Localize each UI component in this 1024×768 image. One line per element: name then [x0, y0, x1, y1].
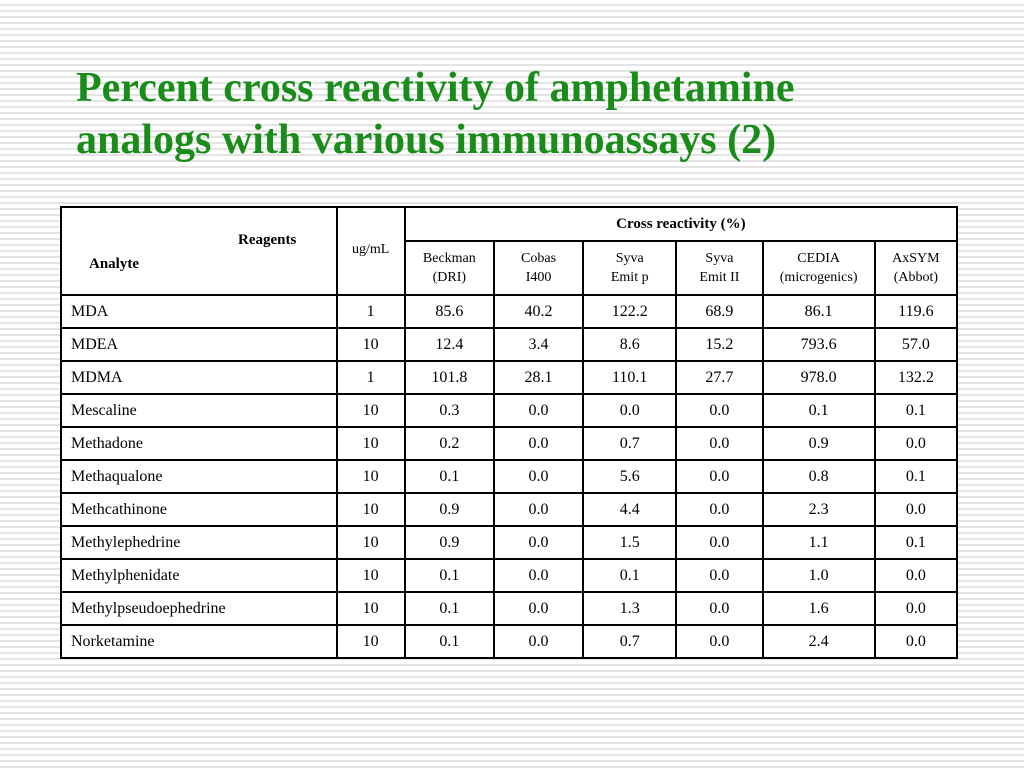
concentration-cell: 10 — [337, 394, 405, 427]
assay-vendor: (DRI) — [432, 270, 467, 285]
concentration-cell: 10 — [337, 625, 405, 658]
value-cell: 110.1 — [583, 361, 676, 394]
table-row — [61, 427, 957, 460]
analyte-cell: MDMA — [61, 361, 337, 394]
assay-vendor: I400 — [525, 270, 552, 285]
reagents-label: Reagents — [238, 232, 297, 248]
cross-reactivity-header: Cross reactivity (%) — [405, 207, 957, 241]
value-cell: 793.6 — [763, 328, 875, 361]
value-cell: 0.0 — [494, 460, 583, 493]
table-row — [61, 361, 957, 394]
assay-column-header — [583, 241, 676, 295]
value-cell: 0.0 — [583, 394, 676, 427]
assay-column-header — [405, 241, 494, 295]
value-cell: 0.0 — [676, 559, 762, 592]
value-cell: 2.3 — [763, 493, 875, 526]
value-cell: 0.7 — [583, 625, 676, 658]
analyte-cell: Methylephedrine — [61, 526, 337, 559]
assay-column-header — [875, 241, 957, 295]
value-cell: 122.2 — [583, 295, 676, 328]
analyte-cell: Methcathinone — [61, 493, 337, 526]
value-cell: 0.0 — [676, 460, 762, 493]
table-row — [61, 526, 957, 559]
value-cell: 1.0 — [763, 559, 875, 592]
table-row — [61, 460, 957, 493]
value-cell: 0.1 — [583, 559, 676, 592]
value-cell: 0.0 — [494, 559, 583, 592]
concentration-cell: 10 — [337, 427, 405, 460]
slide-title — [76, 62, 976, 166]
value-cell: 0.0 — [494, 427, 583, 460]
concentration-cell: 10 — [337, 460, 405, 493]
value-cell: 0.0 — [875, 592, 957, 625]
analyte-cell: Methylphenidate — [61, 559, 337, 592]
value-cell: 0.0 — [676, 592, 762, 625]
value-cell: 0.1 — [875, 526, 957, 559]
value-cell: 15.2 — [676, 328, 762, 361]
value-cell: 0.0 — [875, 559, 957, 592]
slide-title-line-1: Percent cross reactivity of amphetamine — [76, 65, 795, 111]
value-cell: 0.1 — [405, 460, 494, 493]
value-cell: 0.0 — [875, 625, 957, 658]
analyte-cell: MDEA — [61, 328, 337, 361]
value-cell: 57.0 — [875, 328, 957, 361]
value-cell: 1.1 — [763, 526, 875, 559]
value-cell: 2.4 — [763, 625, 875, 658]
table-row — [61, 625, 957, 658]
concentration-cell: 10 — [337, 526, 405, 559]
value-cell: 0.0 — [676, 394, 762, 427]
analyte-cell: Methylpseudoephedrine — [61, 592, 337, 625]
assay-vendor: Emit p — [610, 270, 649, 285]
value-cell: 132.2 — [875, 361, 957, 394]
cross-reactivity-table — [60, 206, 958, 659]
concentration-cell: 10 — [337, 493, 405, 526]
value-cell: 0.1 — [405, 625, 494, 658]
analyte-label: Analyte — [89, 256, 139, 272]
value-cell: 1.5 — [583, 526, 676, 559]
assay-name: AxSYM — [892, 251, 940, 266]
value-cell: 5.6 — [583, 460, 676, 493]
assay-name: Cobas — [521, 251, 557, 266]
analyte-cell: Mescaline — [61, 394, 337, 427]
table-row — [61, 559, 957, 592]
value-cell: 8.6 — [583, 328, 676, 361]
concentration-cell: 10 — [337, 328, 405, 361]
value-cell: 0.9 — [405, 493, 494, 526]
concentration-cell: 1 — [337, 361, 405, 394]
value-cell: 0.0 — [875, 493, 957, 526]
analyte-cell: Methaqualone — [61, 460, 337, 493]
value-cell: 0.0 — [676, 625, 762, 658]
table-row — [61, 394, 957, 427]
slide-title-line-2: analogs with various immunoassays (2) — [76, 117, 777, 163]
assay-column-header — [494, 241, 583, 295]
value-cell: 3.4 — [494, 328, 583, 361]
value-cell: 0.0 — [494, 526, 583, 559]
value-cell: 0.0 — [494, 394, 583, 427]
value-cell: 119.6 — [875, 295, 957, 328]
value-cell: 0.0 — [676, 427, 762, 460]
value-cell: 28.1 — [494, 361, 583, 394]
table-body — [61, 295, 957, 658]
assay-name: CEDIA — [797, 251, 841, 266]
value-cell: 0.1 — [763, 394, 875, 427]
assay-column-header — [676, 241, 762, 295]
value-cell: 85.6 — [405, 295, 494, 328]
value-cell: 86.1 — [763, 295, 875, 328]
value-cell: 0.9 — [405, 526, 494, 559]
analyte-cell: Norketamine — [61, 625, 337, 658]
value-cell: 40.2 — [494, 295, 583, 328]
value-cell: 4.4 — [583, 493, 676, 526]
assay-name: Syva — [705, 251, 734, 266]
table-header — [61, 207, 957, 295]
assay-column-header — [763, 241, 875, 295]
value-cell: 0.0 — [676, 493, 762, 526]
reagents-analyte-header — [61, 207, 337, 295]
value-cell: 0.1 — [875, 460, 957, 493]
table-row — [61, 328, 957, 361]
concentration-cell: 10 — [337, 559, 405, 592]
value-cell: 12.4 — [405, 328, 494, 361]
value-cell: 0.3 — [405, 394, 494, 427]
value-cell: 68.9 — [676, 295, 762, 328]
value-cell: 0.0 — [875, 427, 957, 460]
value-cell: 0.2 — [405, 427, 494, 460]
assay-name: Beckman — [422, 251, 476, 266]
assay-vendor: (Abbot) — [893, 270, 939, 285]
value-cell: 0.8 — [763, 460, 875, 493]
value-cell: 1.6 — [763, 592, 875, 625]
concentration-cell: 10 — [337, 592, 405, 625]
assay-name: Syva — [615, 251, 644, 266]
value-cell: 978.0 — [763, 361, 875, 394]
value-cell: 0.9 — [763, 427, 875, 460]
analyte-cell: MDA — [61, 295, 337, 328]
value-cell: 0.0 — [494, 625, 583, 658]
value-cell: 0.1 — [405, 559, 494, 592]
value-cell: 0.7 — [583, 427, 676, 460]
concentration-cell: 1 — [337, 295, 405, 328]
value-cell: 0.1 — [405, 592, 494, 625]
value-cell: 0.0 — [494, 592, 583, 625]
value-cell: 101.8 — [405, 361, 494, 394]
value-cell: 0.1 — [875, 394, 957, 427]
table-row — [61, 493, 957, 526]
value-cell: 1.3 — [583, 592, 676, 625]
unit-header: ug/mL — [337, 207, 405, 295]
table-row — [61, 592, 957, 625]
table-row — [61, 295, 957, 328]
assay-vendor: (microgenics) — [779, 270, 858, 285]
value-cell: 0.0 — [494, 493, 583, 526]
assay-vendor: Emit II — [699, 270, 740, 285]
value-cell: 0.0 — [676, 526, 762, 559]
analyte-cell: Methadone — [61, 427, 337, 460]
value-cell: 27.7 — [676, 361, 762, 394]
